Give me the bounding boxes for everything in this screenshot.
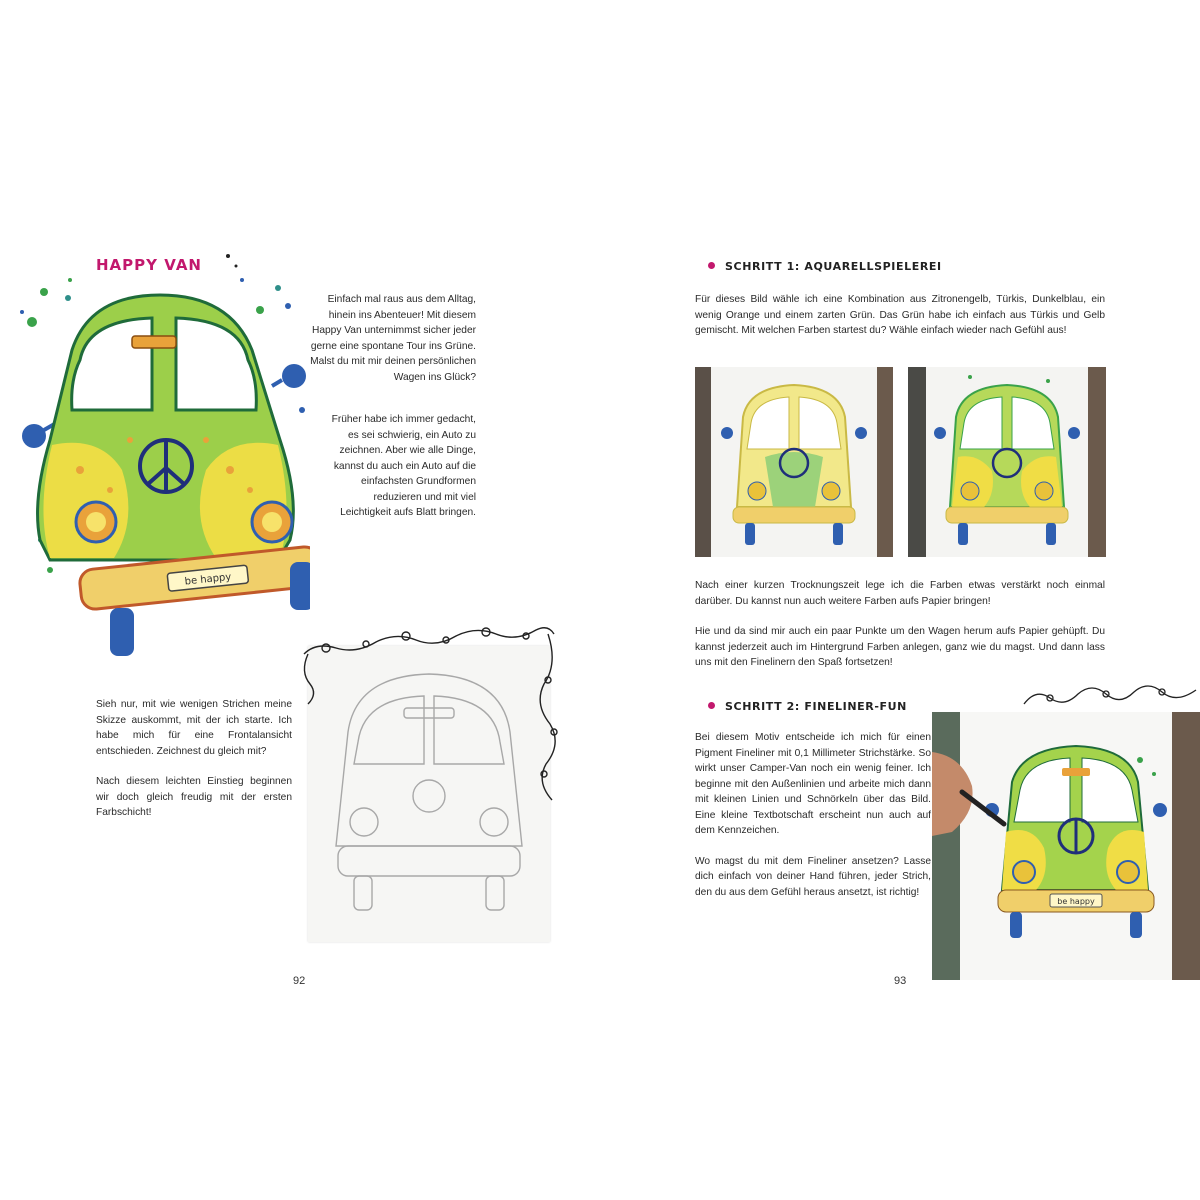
page-title: HAPPY VAN	[96, 256, 202, 274]
happy-van-illustration	[10, 240, 310, 665]
paragraph-2: Früher habe ich immer gedacht, es sei schwierig, ein Auto zu zeichnen. Aber wie alle Dinge, kannst du auch ein Auto auf die einfachsten Grundformen reduzieren und mit viel Leichtigkeit aufs Blatt bringen.	[331, 414, 476, 518]
license-plate-text: be happy	[184, 571, 232, 588]
step2-photo	[932, 712, 1200, 980]
step1-heading: SCHRITT 1: AQUARELLSPIELEREI	[708, 260, 942, 273]
intro-text: Einfach mal raus aus dem Alltag, hinein ins Abenteuer! Mit diesem Happy Van unternimmst sicher jeder gerne eine spontane Tour ins Grüne. Malst du mit mir deinen persönlichen Wagen ins Glück?	[310, 294, 476, 383]
step1-photo-1	[695, 367, 893, 557]
right-page	[600, 0, 1200, 1200]
right-wheel	[290, 562, 310, 610]
swirl-ornament-icon	[296, 614, 566, 814]
sketch-intro-text: Sieh nur, mit wie wenigen Strichen meine Skizze auskommt, mit der ich starte. Ich habe mich für eine Frontalansicht entschieden. Zeichnest du gleich mit? Nach diesem leichten Einstieg beginnen wir doch gleich freudig mit der ersten Farbschicht!	[96, 699, 292, 818]
step1-text: Für dieses Bild wähle ich eine Kombination aus Zitronengelb, Türkis, Dunkelblau, ein wenig Orange und einem zarten Grün. Das Grün habe ich einfach aus Türkis und Gelb gemischt. Mit welchen Farben startest du? Wähle einfach wieder nach Gefühl aus!	[695, 294, 1105, 336]
page-number-right: 93	[894, 975, 907, 987]
step2-heading: SCHRITT 2: FINELINER-FUN	[708, 700, 907, 713]
license-plate-text-2: be happy	[1057, 897, 1095, 906]
step1-photo-2	[908, 367, 1106, 557]
left-wheel	[110, 608, 134, 656]
step2-text: Bei diesem Motiv entscheide ich mich für einen Pigment Fineliner mit 0,1 Millimeter Strichstärke. So wirkt unser Camper-Van noch ein wenig feiner. Ich beginne mit den Außenlinien und arbeite mich dann mit kleinen Linien und Schnörkeln über das Bild. Eine kleine Textbotschaft erscheint nun auch auf dem Kennzeichen. Wo magst du mit dem Fineliner ansetzen? Lasse dich einfach von deiner Hand führen, jeder Strich, den du aus dem Gefühl heraus ansetzt, ist richtig!	[695, 732, 931, 898]
right-mirror	[282, 364, 306, 388]
swirl-ornament-icon-2	[1020, 676, 1200, 716]
bullet-dot-icon	[708, 262, 715, 269]
bullet-dot-icon-2	[708, 702, 715, 709]
left-mirror	[22, 424, 46, 448]
step1-text-2: Nach einer kurzen Trocknungszeit lege ich die Farben etwas verstärkt noch einmal darüber. Du kannst nun auch weitere Farben aufs Papier bringen! Hie und da sind mir auch ein paar Punkte um den Wagen herum aufs Papier gehüpft. Du kannst jederzeit auch im Hintergrund Farben anlegen, ganz wie du magst. Und dann lass uns mit den Finelinern den Spaß fortsetzen!	[695, 580, 1105, 668]
page-number-left: 92	[293, 975, 306, 987]
